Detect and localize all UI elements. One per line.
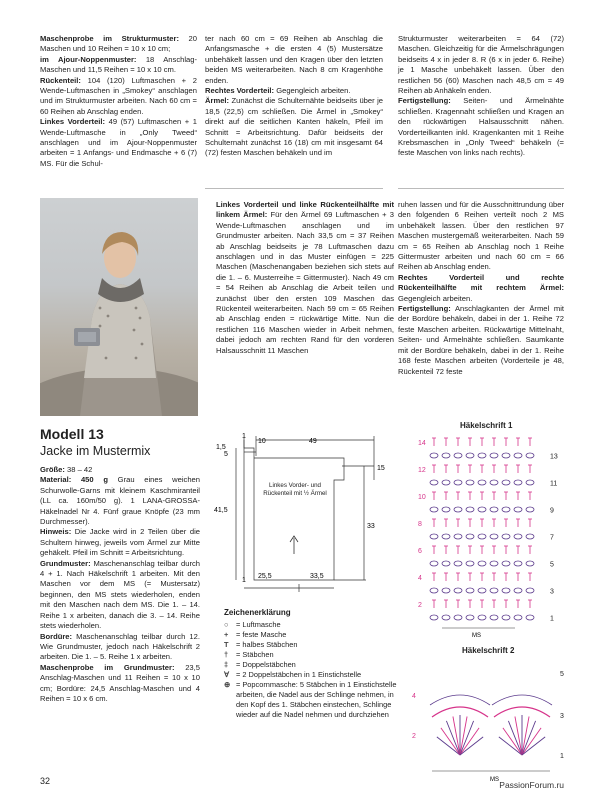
popcorn-icon bbox=[490, 507, 498, 512]
paragraph bbox=[40, 663, 200, 705]
paragraph bbox=[205, 96, 383, 158]
paragraph-heading: Rechtes Vorderteil und rechte Rückenteilhälfte mit rechtem Ärmel: bbox=[398, 272, 564, 293]
popcorn-icon bbox=[454, 561, 462, 566]
row-number: 14 bbox=[418, 440, 426, 447]
popcorn-icon bbox=[490, 588, 498, 593]
arc-icon bbox=[430, 695, 490, 705]
row-number: 5 bbox=[560, 671, 564, 678]
legend-symbol-icon: T bbox=[224, 640, 229, 649]
chart-1-title: Häkelschrift 1 bbox=[460, 421, 513, 430]
legend-symbol-icon: † bbox=[224, 650, 229, 659]
legend-item bbox=[224, 650, 404, 660]
legend-text: = Doppelstäbchen bbox=[236, 660, 296, 669]
paragraph bbox=[40, 55, 197, 76]
legend-text: = feste Masche bbox=[236, 630, 287, 639]
dim-41-5: 41,5 bbox=[214, 507, 228, 514]
paragraph bbox=[40, 465, 200, 475]
paragraph-heading: Hinweis: bbox=[40, 527, 72, 537]
paragraph-text: 49 (57) Luftmaschen + 1 Wende-Luftmasche in „Only Tweed“ anschlagen und im Ajour-Noppenmuster arbeiten = 1 Anfangs- und Endmasche + 6 (7) MS. Für die Schul- bbox=[40, 117, 197, 168]
model-subtitle: Jacke im Mustermix bbox=[40, 444, 151, 458]
popcorn-icon bbox=[430, 480, 438, 485]
row-number: 2 bbox=[412, 733, 416, 740]
popcorn-icon bbox=[526, 507, 534, 512]
text-column-5 bbox=[398, 200, 564, 377]
crochet-chart-1 bbox=[410, 420, 570, 640]
popcorn-icon bbox=[514, 453, 522, 458]
row-number: 4 bbox=[418, 575, 422, 582]
popcorn-icon bbox=[466, 507, 474, 512]
paragraph bbox=[216, 200, 394, 356]
paragraph bbox=[40, 475, 200, 527]
dim-5: 5 bbox=[224, 451, 228, 458]
paragraph bbox=[398, 273, 564, 304]
paragraph-text: 104 (120) Luftmaschen + 2 Wende-Luftmaschen in „Smokey“ anschlagen und im Strukturmuster arbeiten. Nach 60 cm = 60 Reihen ab Anschlag enden. bbox=[40, 75, 197, 116]
paragraph bbox=[40, 76, 197, 118]
popcorn-icon bbox=[466, 453, 474, 458]
legend-item bbox=[224, 680, 404, 720]
popcorn-icon bbox=[442, 453, 450, 458]
dim-1-5: 1,5 bbox=[216, 444, 226, 451]
paragraph-heading: Maschenprobe im Grundmuster: bbox=[40, 662, 175, 672]
paragraph-heading: Rechtes Vorderteil: bbox=[205, 86, 275, 96]
dim-15: 15 bbox=[377, 465, 385, 472]
legend-symbol-icon: ∀ bbox=[224, 670, 230, 679]
row-number: 12 bbox=[418, 467, 426, 474]
pattern-schematic bbox=[214, 430, 404, 600]
popcorn-icon bbox=[430, 615, 438, 620]
paragraph-heading: Linkes Vorderteil: bbox=[40, 117, 106, 127]
legend-text: = Popcornmasche: 5 Stäbchen in 1 Einstichstelle arbeiten, die Nadel aus der Schlinge nehmen, in den Kopf des 1. Stäbchen einstechen, Schlinge wieder auf die Nadel nehmen und durchziehen bbox=[236, 680, 397, 719]
popcorn-icon bbox=[478, 453, 486, 458]
paragraph-heading: Bordüre: bbox=[40, 631, 73, 641]
popcorn-icon bbox=[466, 534, 474, 539]
popcorn-icon bbox=[502, 453, 510, 458]
legend-item bbox=[224, 620, 404, 630]
page-number: 32 bbox=[40, 776, 51, 786]
text-column-3 bbox=[398, 34, 564, 159]
paragraph-text: Gegengleich arbeiten. bbox=[398, 293, 473, 303]
paragraph-text: Anschlagkanten der Ärmel mit der Bordüre behäkeln, dabei in der 1. Reihe 72 feste Maschen arbeiten. Rückwärtige Mittelnaht, Seiten- und Ärmelnähte schließen. Saumkante mit der Bordüre behäkeln, dabei in der 1. Reihe 168 feste Maschen arbeiten (Vorderteile je 48, Rückenteil 72 feste bbox=[398, 304, 564, 376]
paragraph-text: Grau eines weichen Schurwolle-Garns mit kleinem Kaschmiranteil (LL ca. 160m/50 g). 1 LANA-GROSSA-Häkelnadel Nr 4. Fünf graue Knöpfe (23 mm Durchmesser). bbox=[40, 475, 200, 527]
paragraph-text: 20 Maschen und 10 Reihen = 10 x 10 cm; bbox=[40, 34, 197, 54]
popcorn-icon bbox=[526, 615, 534, 620]
popcorn-icon bbox=[454, 453, 462, 458]
popcorn-icon bbox=[490, 534, 498, 539]
popcorn-icon bbox=[454, 534, 462, 539]
popcorn-icon bbox=[454, 480, 462, 485]
popcorn-icon bbox=[514, 561, 522, 566]
legend-item bbox=[224, 640, 404, 650]
legend-symbol-icon: ⊕ bbox=[224, 680, 231, 689]
popcorn-icon bbox=[430, 507, 438, 512]
divider bbox=[398, 188, 564, 189]
popcorn-icon bbox=[526, 588, 534, 593]
row-number: 3 bbox=[560, 713, 564, 720]
paragraph-text: Strukturmuster weiterarbeiten = 64 (72) Maschen. Gleichzeitig für die Ärmelschrägungen beidseits 4 x in jeder 8. R (6 x in jeder 6. Reihe) je 1 Masche unbehäkelt lassen. Über den restlichen 56 (60) Maschen nach 48,5 cm = 49 Reihen ab Anhäkeln enden. bbox=[398, 34, 564, 96]
paragraph-text: ter nach 60 cm = 69 Reihen ab Anschlag die Anfangsmasche + die ersten 4 (5) Mustersätze unbehäkelt lassen und den Kragen über den letzten beiden MS weiterarbeiten. Nach 8 cm Kragenhöhe enden. bbox=[205, 34, 383, 85]
legend-symbol-icon: ‡ bbox=[224, 660, 229, 669]
paragraph-text: 38 – 42 bbox=[64, 465, 93, 474]
dim-bottom-1: 1 bbox=[242, 577, 246, 584]
legend bbox=[224, 608, 404, 720]
row-number: 1 bbox=[550, 615, 554, 623]
popcorn-icon bbox=[514, 507, 522, 512]
row-number: 7 bbox=[550, 534, 554, 542]
legend-text: = halbes Stäbchen bbox=[236, 640, 298, 649]
legend-title: Zeichenerklärung bbox=[224, 608, 291, 617]
paragraph bbox=[398, 200, 564, 273]
dim-49: 49 bbox=[309, 438, 317, 445]
paragraph bbox=[40, 632, 200, 663]
popcorn-icon bbox=[514, 534, 522, 539]
legend-item bbox=[224, 630, 404, 640]
text-column-2 bbox=[205, 34, 383, 159]
chart-2-title: Häkelschrift 2 bbox=[462, 646, 515, 655]
popcorn-icon bbox=[526, 534, 534, 539]
model-photo bbox=[40, 198, 198, 416]
popcorn-icon bbox=[442, 534, 450, 539]
paragraph-heading: Fertigstellung: bbox=[398, 304, 451, 314]
arc-icon bbox=[492, 695, 552, 705]
popcorn-icon bbox=[466, 561, 474, 566]
paragraph-text: Maschenanschlag teilbar durch 4 + 1. Nach Häkelschrift 1 arbeiten. Mit den Maschen vor dem MS (= Mustersatz) beginnen, den MS stets wiederholen, enden mit den Maschen nach dem MS. Die 1. – 14. Reihe 1 x arbeiten, danach die 3. – 14. Reihe stets wiederholen. bbox=[40, 558, 200, 631]
legend-text: = Stäbchen bbox=[236, 650, 274, 659]
popcorn-icon bbox=[490, 615, 498, 620]
paragraph bbox=[40, 559, 200, 632]
paragraph-heading: Fertigstellung: bbox=[398, 96, 451, 106]
chart-1-ms: MS bbox=[472, 633, 481, 639]
paragraph-text: 23,5 Anschlag-Maschen und 11 Reihen = 10 x 10 cm; Bordüre: 24,5 Anschlag-Maschen und 4 Reihen = 10 x 6 cm. bbox=[40, 662, 200, 703]
popcorn-icon bbox=[514, 615, 522, 620]
dim-10: 10 bbox=[258, 438, 266, 445]
popcorn-icon bbox=[454, 507, 462, 512]
popcorn-icon bbox=[502, 480, 510, 485]
chart-2-ms: MS bbox=[490, 777, 499, 783]
row-number: 4 bbox=[412, 693, 416, 700]
crochet-chart-2 bbox=[410, 645, 570, 790]
site-footer: PassionForum.ru bbox=[499, 780, 564, 790]
text-column-1 bbox=[40, 34, 197, 169]
legend-text: = 2 Doppelstäbchen in 1 Einstichstelle bbox=[236, 670, 362, 679]
popcorn-icon bbox=[502, 588, 510, 593]
divider bbox=[205, 188, 383, 189]
paragraph bbox=[40, 117, 197, 169]
popcorn-icon bbox=[502, 615, 510, 620]
popcorn-icon bbox=[478, 534, 486, 539]
paragraph-heading: Größe: bbox=[40, 465, 65, 474]
popcorn-icon bbox=[442, 615, 450, 620]
text-column-4 bbox=[216, 200, 394, 356]
row-number: 11 bbox=[550, 480, 558, 488]
paragraph-heading: Grundmuster: bbox=[40, 558, 91, 568]
popcorn-icon bbox=[430, 534, 438, 539]
popcorn-icon bbox=[478, 588, 486, 593]
legend-symbol-icon: ○ bbox=[224, 620, 229, 629]
popcorn-icon bbox=[478, 507, 486, 512]
popcorn-icon bbox=[478, 615, 486, 620]
dim-25-5: 25,5 bbox=[258, 573, 272, 580]
popcorn-icon bbox=[478, 561, 486, 566]
paragraph-heading: im Ajour-Noppenmuster: bbox=[40, 54, 137, 64]
legend-text: = Luftmasche bbox=[236, 620, 281, 629]
row-number: 8 bbox=[418, 521, 422, 528]
paragraph bbox=[205, 86, 383, 96]
paragraph-text: ruhen lassen und für die Ausschnittrundung über den folgenden 6 Reihen verteilt noch 2 MS unbehäkelt lassen. Über den restlichen 97 Maschen mustergemäß weiterarbeiten. Nach 59 cm = 65 Reihen ab Anschlag noch 1 Reihe Gittermuster arbeiten und nach 60 cm = 66 Reihen ab Anschlag enden. bbox=[398, 200, 564, 272]
popcorn-icon bbox=[490, 480, 498, 485]
paragraph bbox=[398, 34, 564, 96]
popcorn-icon bbox=[454, 615, 462, 620]
paragraph-heading: Rückenteil: bbox=[40, 75, 81, 85]
popcorn-icon bbox=[490, 453, 498, 458]
popcorn-icon bbox=[502, 507, 510, 512]
dim-33: 33 bbox=[367, 523, 375, 530]
popcorn-icon bbox=[526, 453, 534, 458]
popcorn-icon bbox=[466, 588, 474, 593]
popcorn-icon bbox=[502, 561, 510, 566]
popcorn-icon bbox=[430, 588, 438, 593]
paragraph-text: Seiten- und Ärmelnähte schließen. Kragennaht schließen und Kragen an den rückwärtigen Halsausschnitt nähen. Vorderteilkanten inkl. Kragenkanten mit 1 Reihe Krebsmaschen in „Only Tweed“ behäkeln (= feste Maschen von links nach rechts). bbox=[398, 96, 564, 158]
popcorn-icon bbox=[526, 480, 534, 485]
popcorn-icon bbox=[442, 561, 450, 566]
paragraph-text: Gegengleich arbeiten. bbox=[274, 86, 351, 96]
popcorn-icon bbox=[514, 480, 522, 485]
legend-item bbox=[224, 660, 404, 670]
paragraph-text: Maschenanschlag teilbar durch 12. Wie Grundmuster, jedoch nach Häkelschrift 2 arbeiten. Die 1. – 5. Reihe 1 x arbeiten. bbox=[40, 631, 200, 662]
paragraph-heading: Ärmel: bbox=[205, 96, 230, 106]
popcorn-icon bbox=[526, 561, 534, 566]
row-number: 10 bbox=[418, 494, 426, 501]
paragraph-heading: Material: 450 g bbox=[40, 475, 108, 485]
popcorn-icon bbox=[442, 588, 450, 593]
paragraph-heading: Linkes Vorderteil und linke Rückenteilhälfte mit linkem Ärmel: bbox=[216, 200, 394, 220]
dim-33-5: 33,5 bbox=[310, 573, 324, 580]
popcorn-icon bbox=[502, 534, 510, 539]
popcorn-icon bbox=[478, 480, 486, 485]
paragraph-text: Für den Ärmel 69 Luftmaschen + 3 Wende-Luftmaschen anschlagen und im Grundmuster arbeiten. Nach 33,5 cm = 37 Reihen ab Anschlag beidseits je 78 Luftmaschen dazu anschlagen und in das Muster einfügen = 225 Maschen (Maschenangaben beziehen sich stets auf die 1. – 6. Musterreihe = Gittermuster). Nach 49 cm = 54 Reihen ab Anschlag die Arbeit teilen und zunächst über den ersten 109 Maschen das Rückenteil weiterarbeiten. Nach 59 cm = 65 Reihen ab Anschlag enden = rückwärtige Mitte. Nun die restlichen 116 Maschen wieder in Arbeit nehmen, dabei jedoch am rechten Rand für den vorderen Halsausschnitt 11 Maschen bbox=[216, 210, 394, 355]
row-number: 6 bbox=[418, 548, 422, 555]
row-number: 1 bbox=[560, 753, 564, 760]
arrow-icon bbox=[290, 536, 298, 554]
model-title: Modell 13 bbox=[40, 426, 104, 442]
popcorn-icon bbox=[454, 588, 462, 593]
dim-1: 1 bbox=[242, 433, 246, 440]
paragraph bbox=[40, 34, 197, 55]
legend-item bbox=[224, 670, 404, 680]
popcorn-icon bbox=[442, 507, 450, 512]
popcorn-icon bbox=[466, 615, 474, 620]
popcorn-icon bbox=[514, 588, 522, 593]
paragraph bbox=[40, 527, 200, 558]
paragraph-text: 18 Anschlag-Maschen und 11,5 Reihen = 10 x 10 cm. bbox=[40, 54, 198, 75]
popcorn-icon bbox=[430, 561, 438, 566]
popcorn-icon bbox=[442, 480, 450, 485]
row-number: 13 bbox=[550, 453, 558, 461]
paragraph bbox=[398, 304, 564, 377]
text-column-6 bbox=[40, 465, 200, 704]
schematic-label: Linkes Vorder- und Rückenteil mit ½ Ärmel bbox=[263, 482, 327, 497]
row-number: 2 bbox=[418, 602, 422, 609]
popcorn-icon bbox=[490, 561, 498, 566]
legend-symbol-icon: + bbox=[224, 630, 229, 639]
paragraph-heading: Maschenprobe im Strukturmuster: bbox=[40, 34, 179, 43]
row-number: 5 bbox=[550, 561, 554, 569]
paragraph bbox=[205, 34, 383, 86]
paragraph-text: Die Jacke wird in 2 Teilen über die Schultern hinweg, jeweils vom Ärmel zur Mitte gehäkelt. Pfeil im Schnitt = Arbeitsrichtung. bbox=[40, 527, 200, 558]
paragraph-text: Zunächst die Schulternähte beidseits über je 18,5 (22,5) cm schließen. Die Ärmel in „Smokey“ direkt auf die seitlichen Kanten häkeln, Pfeil im Schnitt = Arbeitsrichtung. Dafür beidseits der Schulternaht zunächst 16 (18) cm mit insgesamt 64 (72) festen Maschen behäkeln und im bbox=[205, 96, 383, 158]
row-number: 3 bbox=[550, 588, 554, 596]
row-number: 9 bbox=[550, 507, 554, 515]
popcorn-icon bbox=[430, 453, 438, 458]
paragraph bbox=[398, 96, 564, 158]
popcorn-icon bbox=[466, 480, 474, 485]
